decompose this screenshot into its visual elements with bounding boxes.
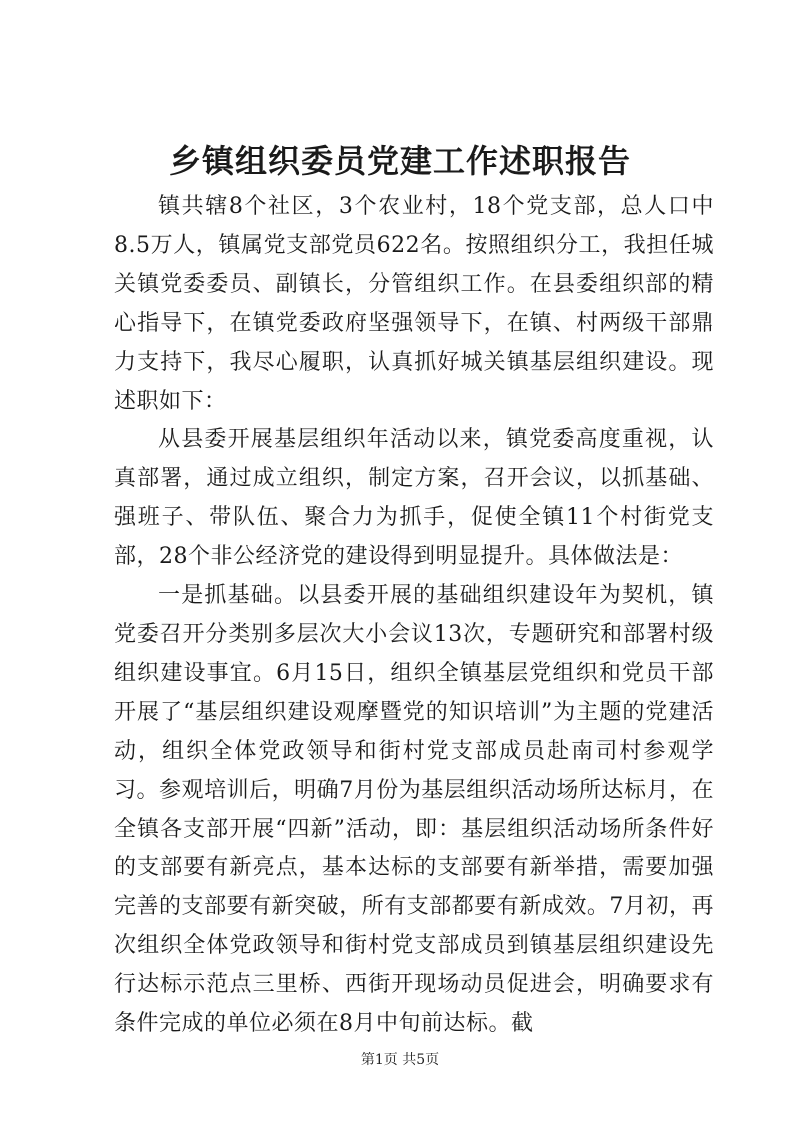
paragraph-3: 一是抓基础。以县委开展的基础组织建设年为契机，镇党委召开分类别多层次大小会议13次，专题研究和部署村级组织建设事宜。6月15日，组织全镇基层党组织和党员干部开展了“基层组织建设观摩暨党的知识培训”为主题的党建活动，组织全体党政领导和街村党支部成员赴南司村参观学习。参观培训后，明确7月份为基层组织活动场所达标月，在全镇各支部开展“四新”活动，即：基层组织活动场所条件好的支部要有新亮点，基本达标的支部要有新举措，需要加强完善的支部要有新突破，所有支部都要有新成效。7月初，再次组织全体党政领导和街村党支部成员到镇基层组织建设先行达标示范点三里桥、西街开现场动员促进会，明确要求有条件完成的单位必须在8月中旬前达标。截	[114, 583, 714, 1037]
paragraph-1: 镇共辖8个社区，3个农业村，18个党支部，总人口中8.5万人，镇属党支部党员622名。按照组织分工，我担任城关镇党委委员、副镇长，分管组织工作。在县委组织部的精心指导下，在镇党委政府坚强领导下，在镇、村两级干部鼎力支持下，我尽心履职，认真抓好城关镇基层组织建设。现述职如下：	[114, 194, 714, 414]
document-title: 乡镇组织委员党建工作述职报告	[168, 142, 631, 180]
document-body	[114, 188, 714, 1044]
page-footer: 第1页 共5页	[360, 1052, 440, 1068]
paragraph-2: 从县委开展基层组织年活动以来，镇党委高度重视，认真部署，通过成立组织，制定方案，召开会议，以抓基础、强班子、带队伍、聚合力为抓手，促使全镇11个村街党支部，28个非公经济党的建设得到明显提升。具体做法是：	[114, 427, 714, 570]
